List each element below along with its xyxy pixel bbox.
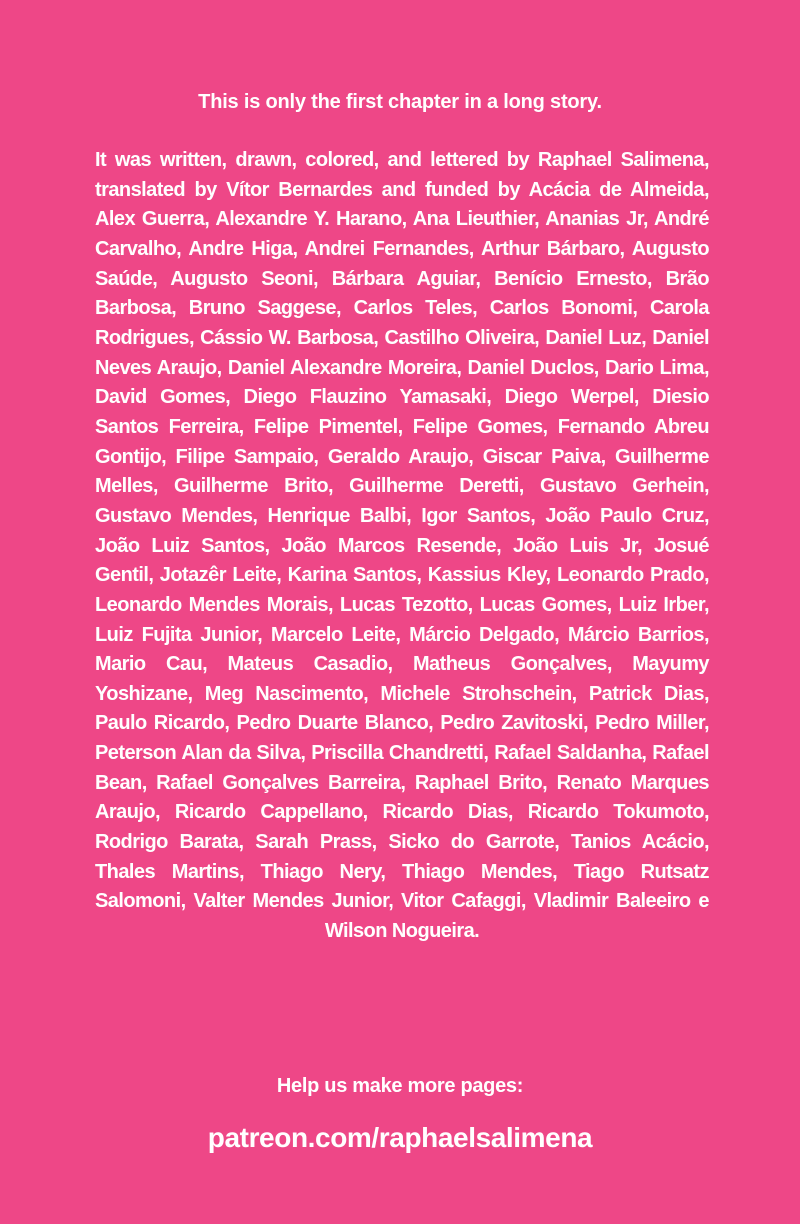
credits-paragraph: It was written, drawn, colored, and lettered by Raphael Salimena, translated by Vítor Bernardes and funded by Acácia de Almeida, Alex Guerra, Alexandre Y. Harano, Ana Lieuthier, Ananias Jr, André Carvalho, Andre Higa, Andrei Fernandes, Arthur Bárbaro, Augusto Saúde, Augusto Seoni, Bárbara Aguiar, Benício Ernesto, Brão Barbosa, Bruno Saggese, Carlos Teles, Carlos Bonomi, Carola Rodrigues, Cássio W. Barbosa, Castilho Oliveira, Daniel Luz, Daniel Neves Araujo, Daniel Alexandre Moreira, Daniel Duclos, Dario Lima, David Gomes, Diego Flauzino Yamasaki, Diego Werpel, Diesio Santos Ferreira, Felipe Pimentel, Felipe Gomes, Fernando Abreu Gontijo, Filipe Sampaio, Geraldo Araujo, Giscar Paiva, Guilherme Melles, Guilherme Brito, Guilherme Deretti, Gustavo Gerhein, Gustavo Mendes, Henrique Balbi, Igor Santos, João Paulo Cruz, João Luiz Santos, João Marcos Resende, João Luis Jr, Josué Gentil, Jotazêr Leite, Karina Santos, Kassius Kley, Leonardo Prado, Leonardo Mendes Morais, Lucas Tezotto, Lucas Gomes, Luiz Irber, Luiz Fujita Junior, Marcelo Leite, Márcio Delgado, Márcio Barrios, Mario Cau, Mateus Casadio, Matheus Gonçalves, Mayumy Yoshizane, Meg Nascimento, Michele Strohschein, Patrick Dias, Paulo Ricardo, Pedro Duarte Blanco, Pedro Zavitoski, Pedro Miller, Peterson Alan da Silva, Priscilla Chandretti, Rafael Saldanha, Rafael Bean, Rafael Gonçalves Barreira, Raphael Brito, Renato Marques Araujo, Ricardo Cappellano, Ricardo Dias, Ricardo Tokumoto, Rodrigo Barata, Sarah Prass, Sicko do Garrote, Tanios Acácio, Thales Martins, Thiago Nery, Thiago Mendes, Tiago Rutsatz Salomoni, Valter Mendes Junior, Vitor Cafaggi, Vladimir Baleeiro e Wilson Nogueira. [95,149,709,943]
patreon-link[interactable]: patreon.com/raphaelsalimena [207,1122,593,1153]
intro-text: This is only the first chapter in a long story. [198,91,602,113]
help-text: Help us make more pages: [276,1075,524,1097]
